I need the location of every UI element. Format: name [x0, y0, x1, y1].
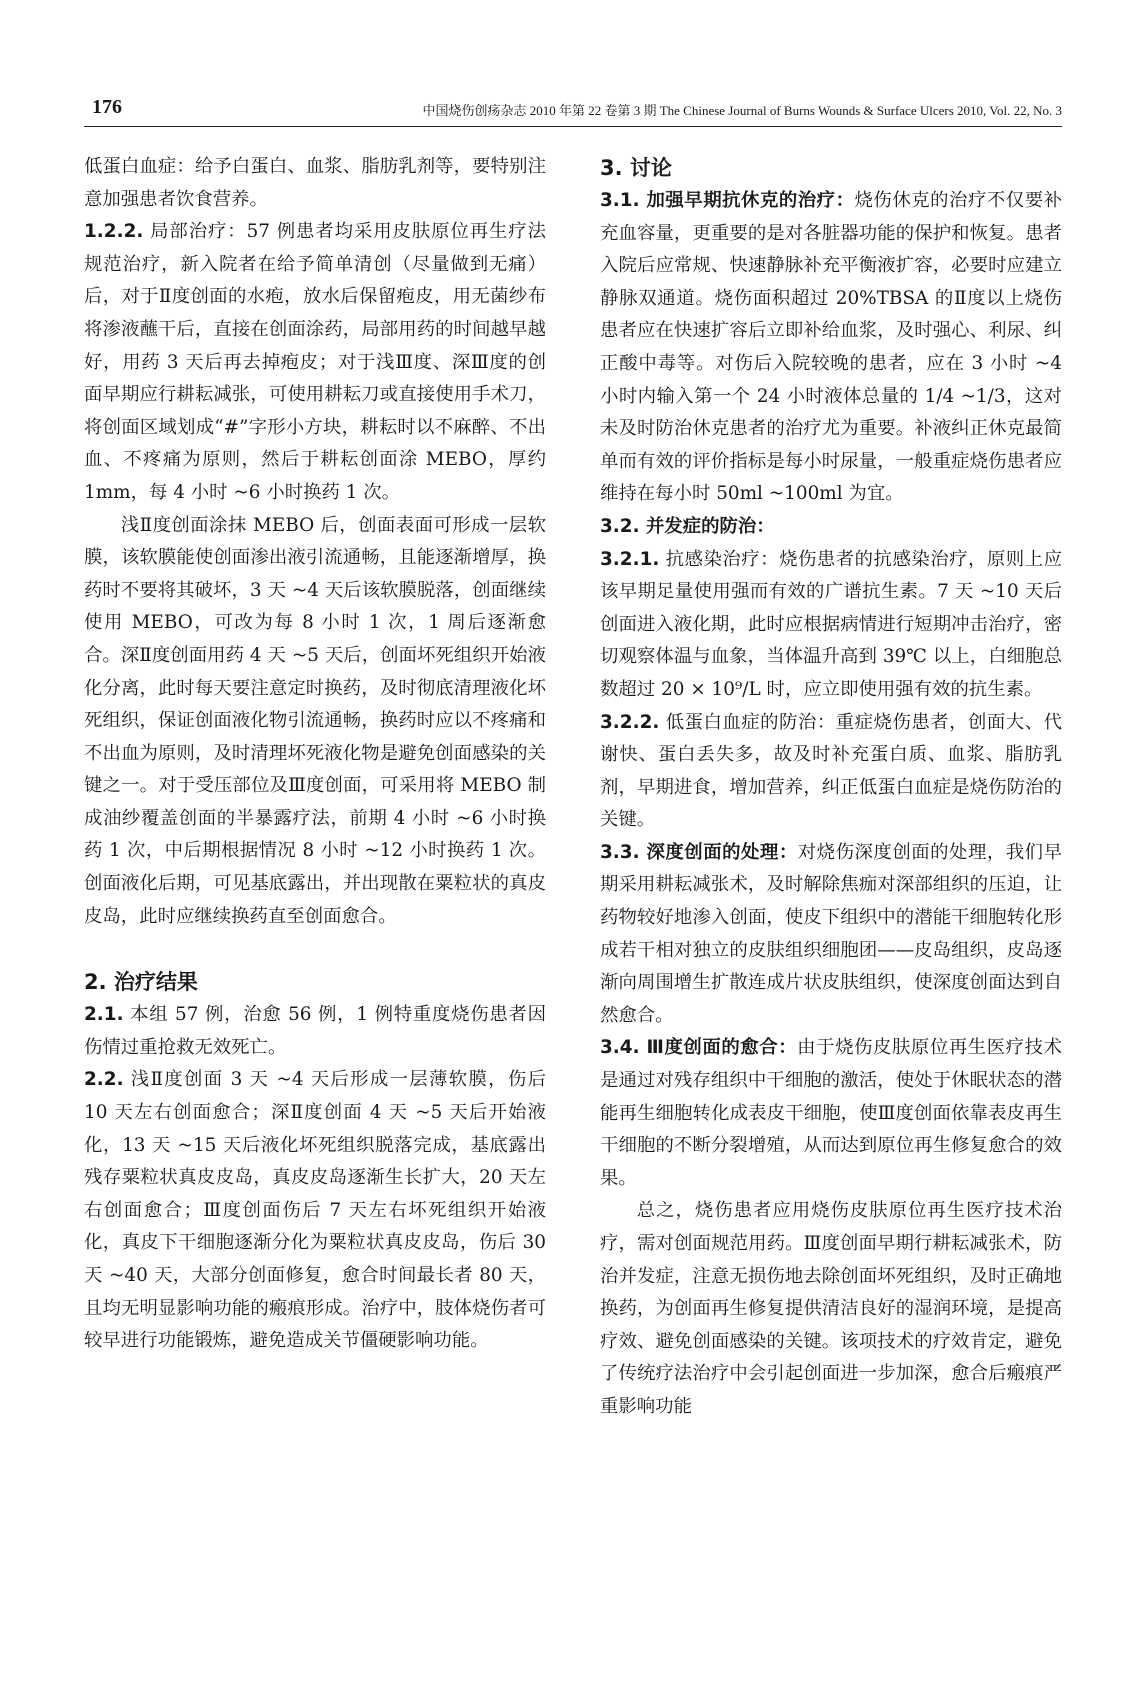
subsection-number: 3.2.2.: [600, 711, 660, 733]
paragraph-text: 局部治疗：57 例患者均采用皮肤原位再生疗法规范治疗，新入院者在给予简单清创（尽量做到无痛）后，对于Ⅱ度创面的水疱，放水后保留疱皮，用无菌纱布将渗液蘸干后，直接在创面涂药，局部用药的时间越早越好，用药 3 天后再去掉疱皮；对于浅Ⅲ度、深Ⅲ度的创面早期应行耕耘减张，可使用耕耘刀或直接使用手术刀，将创面区域划成“#”字形小方块，耕耘时以不麻醉、不出血、不疼痛为原则，然后于耕耘创面涂 MEBO，厚约 1mm，每 4 小时 ~6 小时换药 1 次。: [84, 221, 546, 503]
paragraph: 总之，烧伤患者应用烧伤皮肤原位再生医疗技术治疗，需对创面规范用药。Ⅲ度创面早期行耕耘减张术，防治并发症，注意无损伤地去除创面坏死组织，及时正确地换药，为创面再生修复提供清洁良好的湿润环境，是提高疗效、避免创面感染的关键。该项技术的疗效肯定，避免了传统疗法治疗中会引起创面进一步加深，愈合后瘢痕严重影响功能: [600, 1200, 1062, 1417]
subsection-number: 1.2.2.: [84, 221, 144, 243]
paragraph-text: 浅Ⅱ度创面 3 天 ~4 天后形成一层薄软膜，伤后 10 天左右创面愈合；深Ⅱ度创面 4 天 ~5 天后开始液化，13 天 ~15 天后液化坏死组织脱落完成，基底露出残存粟粒状真皮皮岛，真皮皮岛逐渐生长扩大，20 天左右创面愈合；Ⅲ度创面伤后 7 天左右坏死组织开始液化，真皮下干细胞逐渐分化为粟粒状真皮皮岛，伤后 30 天 ~40 天，大部分创面修复，愈合时间最长者 80 天，且均无明显影响功能的瘢痕形成。治疗中，肢体烧伤者可较早进行功能锻炼，避免造成关节僵硬影响功能。: [84, 1069, 546, 1352]
section-heading: 3. 讨论: [600, 156, 672, 180]
subsection-title: 3.1. 加强早期抗休克的治疗：: [600, 190, 855, 211]
paragraph: [84, 1064, 546, 1357]
paragraph: [600, 1032, 1062, 1195]
subsection-number: 2.1.: [84, 1004, 124, 1026]
paragraph-text: 低蛋白血症的防治：重症烧伤患者，创面大、代谢快、蛋白丢失多，故及时补充蛋白质、血浆、脂肪乳剂，早期进食，增加营养，纠正低蛋白血症是烧伤防治的关键。: [600, 711, 1062, 831]
paragraph-text: 对烧伤深度创面的处理，我们早期采用耕耘减张术，及时解除焦痂对深部组织的压迫，让药物较好地渗入创面，使皮下组织中的潜能干细胞转化形成若干相对独立的皮肤组织细胞团——皮岛组织，皮岛逐渐向周围增生扩散连成片状皮肤组织，使深度创面达到自然愈合。: [600, 841, 1062, 1026]
paragraph: [600, 707, 1062, 837]
paragraph: [600, 544, 1062, 707]
subsection-number: 3.2.1.: [600, 548, 660, 570]
subsection-title: 3.4. Ⅲ度创面的愈合：: [600, 1037, 798, 1059]
paragraph-text: 抗感染治疗：烧伤患者的抗感染治疗，原则上应该早期足量使用强而有效的广谱抗生素。7 天 ~10 天后创面进入液化期，此时应根据病情进行短期冲击治疗，密切观察体温与血象，当体温升高到 39℃ 以上，白细胞总数超过 20 × 10⁹/L 时，应立即使用强有效的抗生素。: [600, 548, 1062, 700]
left-column: [84, 151, 546, 1358]
paragraph: 低蛋白血症：给予白蛋白、血浆、脂肪乳剂等，要特别注意加强患者饮食营养。: [84, 156, 546, 210]
paragraph: [84, 216, 546, 509]
running-head: 中国烧伤创疡杂志 2010 年第 22 卷第 3 期 The Chinese Journal of Burns Wounds & Surface Ulcers 2010, Vol. 22, No. 3: [422, 103, 1062, 118]
page-number: 176: [92, 96, 122, 118]
paragraph: 浅Ⅱ度创面涂抹 MEBO 后，创面表面可形成一层软膜，该软膜能使创面渗出液引流通畅，且能逐渐增厚，换药时不要将其破坏，3 天 ~4 天后该软膜脱落，创面继续使用 MEBO，可改为每 8 小时 1 次，1 周后逐渐愈合。深Ⅱ度创面用药 4 天 ~5 天后，创面坏死组织开始液化分离，此时每天要注意定时换药，及时彻底清理液化坏死组织，保证创面液化物引流通畅，换药时应以不疼痛和不出血为原则，及时清理坏死液化物是避免创面感染的关键之一。对于受压部位及Ⅲ度创面，可采用将 MEBO 制成油纱覆盖创面的半暴露疗法，前期 4 小时 ~6 小时换药 1 次，中后期根据情况 8 小时 ~12 小时换药 1 次。创面液化后期，可见基底露出，并出现散在粟粒状的真皮皮岛，此时应继续换药直至创面愈合。: [84, 514, 546, 927]
page-header: [84, 96, 1062, 127]
paragraph: [84, 999, 546, 1064]
subsection-title: 3.3. 深度创面的处理：: [600, 841, 798, 863]
right-column: [600, 151, 1062, 1424]
paragraph-text: 由于烧伤皮肤原位再生医疗技术是通过对残存组织中干细胞的激活，使处于休眠状态的潜能再生细胞转化成表皮干细胞，使Ⅲ度创面依靠表皮再生干细胞的不断分裂增殖，从而达到原位再生修复愈合的效果。: [600, 1037, 1062, 1189]
paragraph: [600, 185, 1062, 511]
paragraph: [600, 837, 1062, 1033]
paragraph-text: 本组 57 例，治愈 56 例，1 例特重度烧伤患者因伤情过重抢救无效死亡。: [84, 1004, 546, 1058]
section-heading: 2. 治疗结果: [84, 970, 198, 995]
paragraph-text: 烧伤休克的治疗不仅要补充血容量，更重要的是对各脏器功能的保护和恢复。患者入院后应常规、快速静脉补充平衡液扩容，必要时应建立静脉双通道。烧伤面积超过 20%TBSA 的Ⅱ度以上烧伤患者应在快速扩容后立即补给血浆，及时强心、利尿、纠正酸中毒等。对伤后入院较晚的患者，应在 3 小时 ~4 小时内输入第一个 24 小时液体总量的 1/4 ~1/3，这对未及时防治休克患者的治疗尤为重要。补液纠正休克最简单而有效的评价指标是每小时尿量，一般重症烧伤患者应维持在每小时 50ml ~100ml 为宜。: [600, 190, 1062, 505]
subsection-heading: 3.2. 并发症的防治：: [600, 515, 775, 537]
subsection-number: 2.2.: [84, 1069, 124, 1091]
